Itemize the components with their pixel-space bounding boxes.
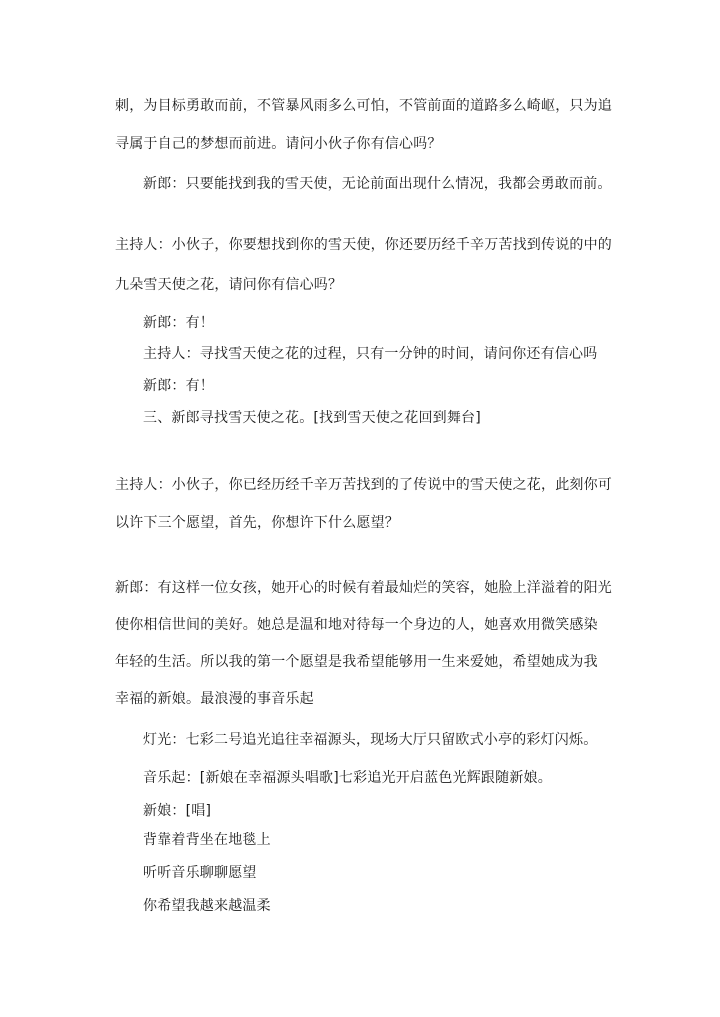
text-line-2: 寻属于自己的梦想而前进。请问小伙子你有信心吗？ (115, 136, 442, 152)
text-line-3: 新郎：只要能找到我的雪天使，无论前面出现什么情况，我都会勇敢而前。 (143, 176, 612, 192)
text-line-14: 年轻的生活。所以我的第一个愿望是我希望能够用一生来爱她，希望她成为我 (115, 654, 598, 670)
text-line-20: 听听音乐聊聊愿望 (143, 865, 257, 881)
text-line-18: 新娘：[唱] (143, 803, 212, 819)
text-line-21: 你希望我越来越温柔 (143, 898, 271, 914)
text-line-12: 新郎：有这样一位女孩，她开心的时候有着最灿烂的笑容，她脸上洋溢着的阳光 (115, 580, 612, 596)
text-line-7: 主持人：寻找雪天使之花的过程，只有一分钟的时间，请问你还有信心吗 (143, 346, 598, 362)
text-line-10: 主持人：小伙子，你已经历经千辛万苦找到的了传说中的雪天使之花，此刻你可 (115, 477, 612, 493)
text-line-17: 音乐起：[新娘在幸福源头唱歌]七彩追光开启蓝色光辉跟随新娘。 (143, 770, 552, 786)
text-line-16: 灯光：七彩二号追光追往幸福源头，现场大厅只留欧式小亭的彩灯闪烁。 (143, 732, 598, 748)
text-line-13: 使你相信世间的美好。她总是温和地对待每一个身边的人，她喜欢用微笑感染 (115, 617, 598, 633)
text-line-11: 以许下三个愿望，首先，你想许下什么愿望？ (115, 515, 399, 531)
text-line-4: 主持人：小伙子，你要想找到你的雪天使，你还要历经千辛万苦找到传说的中的 (115, 237, 612, 253)
text-line-15: 幸福的新娘。最浪漫的事音乐起 (115, 691, 314, 707)
text-line-8: 新郎：有！ (143, 378, 214, 394)
text-line-19: 背靠着背坐在地毯上 (143, 832, 271, 848)
text-line-5: 九朵雪天使之花，请问你有信心吗？ (115, 277, 343, 293)
text-line-6: 新郎：有！ (143, 315, 214, 331)
text-line-1: 刺，为目标勇敢而前，不管暴风雨多么可怕，不管前面的道路多么崎岖，只为追 (115, 98, 612, 114)
text-line-9: 三、新郎寻找雪天使之花。[找到雪天使之花回到舞台] (143, 410, 481, 426)
